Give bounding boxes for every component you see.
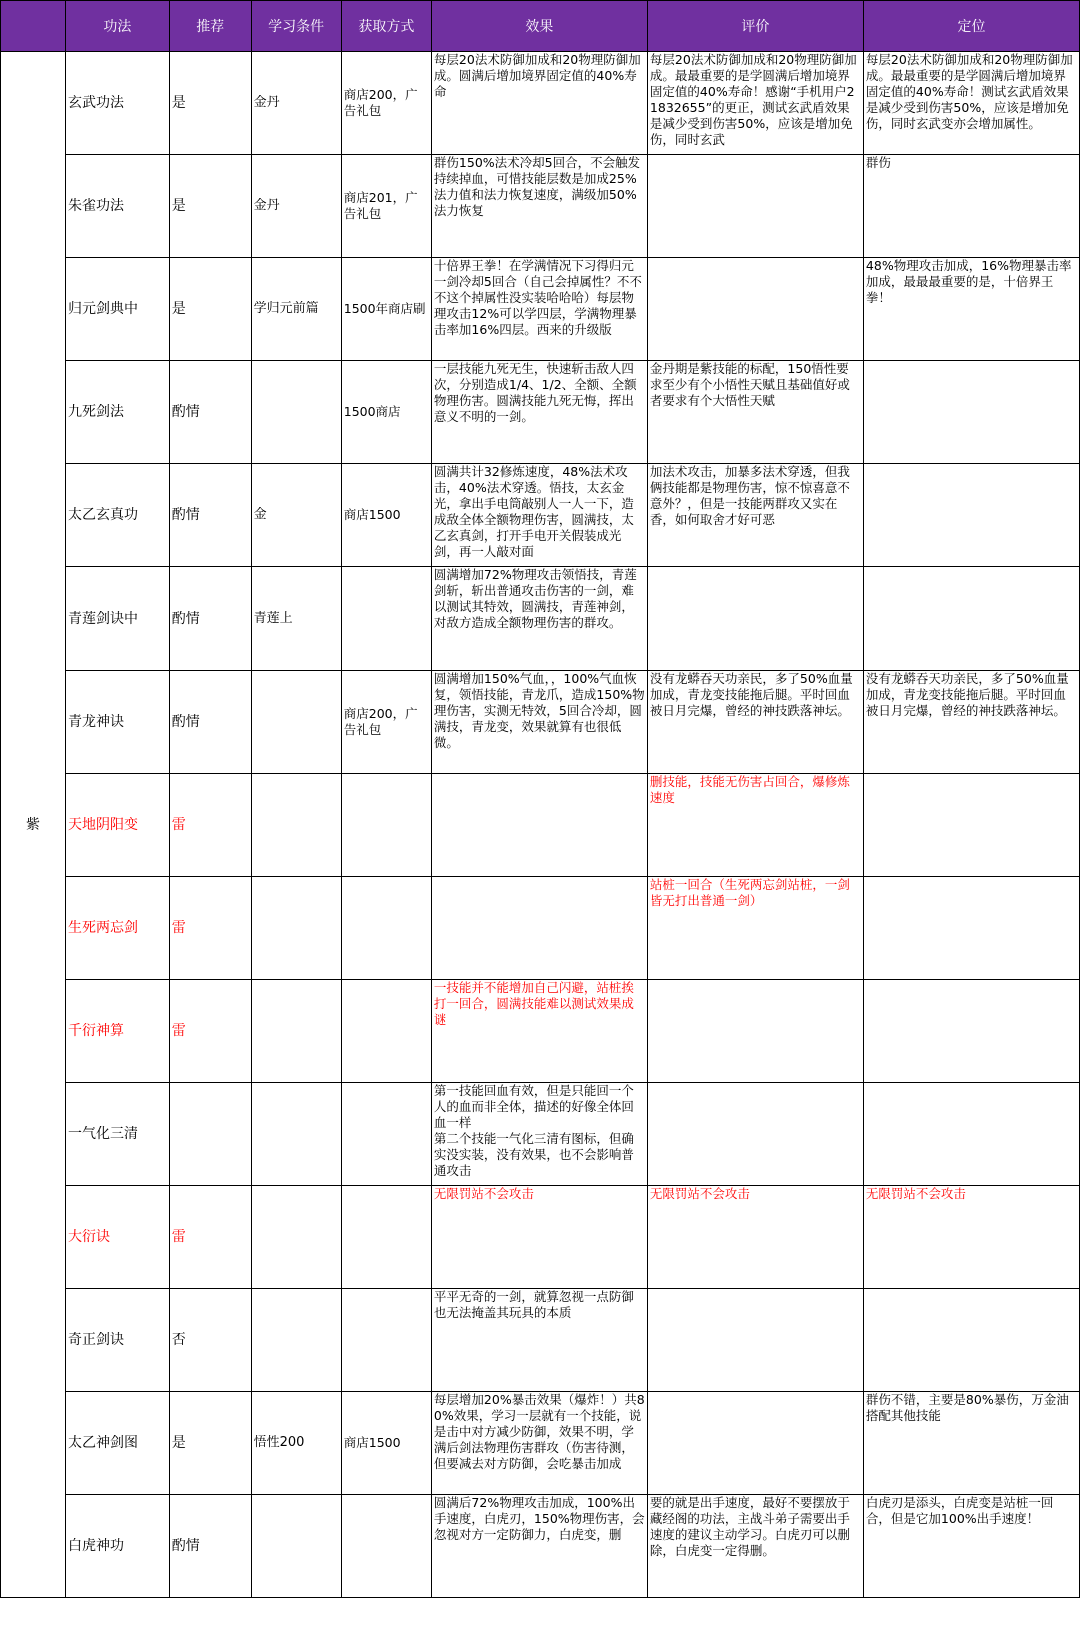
recommend-cell [169,670,251,773]
position-cell [863,1392,1079,1495]
position-cell-text: 群伤不错，主要是80%暴伤，万金油搭配其他技能 [865,1392,1069,1424]
effect-cell-text: 无限罚站不会攻击 [433,1186,534,1202]
condition-cell [251,155,341,258]
recommend-cell [169,1392,251,1495]
recommend-cell [169,876,251,979]
review-cell [647,670,863,773]
review-cell-text: 删技能，技能无伤害占回合，爆修炼速度 [649,773,850,805]
condition-cell-text: 青莲上 [253,610,293,626]
skill-name-text: 太乙神剑图 [68,1435,138,1452]
position-cell-text: 白虎刃是添头，白虎变是站桩一回合，但是它加100%出手速度！ [865,1495,1054,1527]
review-cell-text: 站桩一回合（生死两忘剑站桩，一剑皆无打出普通一剑） [649,876,850,908]
skill-name-text: 大衍诀 [68,1229,110,1246]
effect-cell [431,773,647,876]
recommend-cell [169,979,251,1082]
header-condition: 学习条件 [251,1,341,52]
review-cell [647,567,863,670]
skill-name-text: 奇正剑诀 [68,1332,124,1349]
source-cell [341,1186,431,1289]
skill-name [66,1289,170,1392]
position-cell [863,52,1079,155]
source-cell [341,567,431,670]
source-cell [341,155,431,258]
skill-name-text: 太乙玄真功 [68,507,138,524]
source-cell-text: 1500年商店刷 [343,301,426,317]
effect-cell [431,155,647,258]
recommend-cell [169,464,251,567]
recommend-cell-text: 否 [171,1332,186,1349]
review-cell [647,52,863,155]
position-cell [863,155,1079,258]
review-cell [647,258,863,361]
source-cell-text: 商店1500 [343,507,401,523]
skill-name [66,567,170,670]
position-cell [863,1082,1079,1185]
effect-cell [431,52,647,155]
source-cell [341,1289,431,1392]
recommend-cell-text: 酌情 [171,507,200,524]
skill-name [66,464,170,567]
table-row [1,1495,1080,1598]
recommend-cell-text: 酌情 [171,404,200,421]
recommend-cell [169,155,251,258]
recommend-cell [169,361,251,464]
position-cell-text: 每层20法术防御加成和20物理防御加成。最最重要的是学圆满后增加境界固定值的40%寿命！测试玄武盾效果是减少受到伤害50%，应该是增加免伤，同时玄武变亦会增加属性。 [865,52,1073,131]
review-cell [647,361,863,464]
table-row [1,52,1080,155]
effect-cell [431,361,647,464]
condition-cell [251,567,341,670]
condition-cell [251,464,341,567]
skill-name-text: 青龙神诀 [68,713,124,730]
table-row [1,876,1080,979]
effect-cell-text: 第一技能回血有效，但是只能回一个人的血而非全体，描述的好像全体回血一样 第二个技能一气化三清有图标，但确实没实装，没有效果，也不会影响普通攻击 [433,1082,634,1178]
table-row [1,361,1080,464]
effect-cell-text: 一层技能九死无生，快速斩击敌人四次，分别造成1/4、1/2、全额、全额物理伤害。圆满技能九死无悔，挥出意义不明的一剑。 [433,361,637,425]
review-cell [647,1392,863,1495]
skill-name [66,52,170,155]
review-cell [647,876,863,979]
effect-cell-text: 每层20法术防御加成和20物理防御加成。圆满后增加境界固定值的40%寿命 [433,52,641,99]
review-cell [647,1495,863,1598]
source-cell [341,361,431,464]
review-cell [647,1289,863,1392]
condition-cell [251,361,341,464]
review-cell-text: 没有龙蟒吞天功亲民，多了50%血量加成，青龙变技能拖后腿。平时回血被日月完爆，曾经的神技跌落神坛。 [649,670,853,718]
effect-cell-text: 圆满增加150%气血，，100%气血恢复，领悟技能，青龙爪，造成150%物理伤害，实测无特效，5回合冷却，圆满技，青龙变，效果就算有也很低微。 [433,670,645,750]
condition-cell [251,1495,341,1598]
position-cell [863,773,1079,876]
source-cell [341,979,431,1082]
source-cell-text: 商店1500 [343,1435,401,1451]
condition-cell [251,670,341,773]
condition-cell [251,773,341,876]
table-row [1,1186,1080,1289]
recommend-cell-text: 是 [171,1435,186,1452]
table-body [1,52,1080,1598]
position-cell-text: 没有龙蟒吞天功亲民，多了50%血量加成，青龙变技能拖后腿。平时回血被日月完爆，曾经的神技跌落神坛。 [865,670,1069,718]
review-cell-text: 要的就是出手速度，最好不要摆放于藏经阁的功法，主战斗弟子需要出手速度的建议主动学习。白虎刃可以删除，白虎变一定得删。 [649,1495,850,1559]
source-cell [341,1082,431,1185]
review-cell-text: 每层20法术防御加成和20物理防御加成。最最重要的是学圆满后增加境界固定值的40%寿命！感谢“手机用户21832655”的更正，测试玄武盾效果是减少受到伤害50%，应该是增加免伤，同时玄武 [649,52,857,147]
table-row [1,258,1080,361]
table-row [1,155,1080,258]
review-cell-text: 金丹期是紫技能的标配，150悟性要求至少有个小悟性天赋且基础值好或者要求有个大悟性天赋 [649,361,850,409]
recommend-cell-text: 是 [171,198,186,215]
recommend-cell-text: 雷 [171,1022,186,1039]
skill-name-text: 青莲剑诀中 [68,610,138,627]
table-row [1,1289,1080,1392]
source-cell-text: 1500商店 [343,404,401,420]
table-row [1,464,1080,567]
source-cell-text: 商店200，广告礼包 [343,705,418,737]
condition-cell-text: 金丹 [253,198,280,214]
effect-cell [431,1289,647,1392]
condition-cell [251,1186,341,1289]
table-row [1,979,1080,1082]
effect-cell-text: 圆满共计32修炼速度，48%法术攻击，40%法术穿透。悟技，太玄金光，拿出手电筒敲别人一人一下，造成敌全体全额物理伤害，圆满技，太乙玄真剑，打开手电开关假装成光剑，再一人敲对面 [433,464,634,560]
skill-name-text: 天地阴阳变 [68,816,138,833]
effect-cell-text: 群伤150%法术冷却5回合，不会触发持续掉血，可惜技能层数是加成25%法力值和法力恢复速度，满级加50%法力恢复 [433,155,641,219]
skill-name [66,258,170,361]
condition-cell [251,258,341,361]
condition-cell [251,979,341,1082]
position-cell [863,1495,1079,1598]
source-cell-text: 商店201，广告礼包 [343,190,418,222]
position-cell [863,1186,1079,1289]
header-source: 获取方式 [341,1,431,52]
source-cell [341,670,431,773]
review-cell [647,1082,863,1185]
source-cell [341,52,431,155]
effect-cell [431,1392,647,1495]
effect-cell [431,464,647,567]
position-cell [863,876,1079,979]
source-cell [341,1495,431,1598]
source-cell [341,773,431,876]
recommend-cell-text: 是 [171,95,186,112]
position-cell [863,670,1079,773]
position-cell [863,258,1079,361]
effect-cell [431,258,647,361]
header-grade [1,1,66,52]
header-skill: 功法 [66,1,170,52]
skill-name [66,1186,170,1289]
skill-name [66,773,170,876]
condition-cell-text: 金丹 [253,95,280,111]
recommend-cell-text: 雷 [171,1229,186,1246]
recommend-cell [169,52,251,155]
skill-name-text: 白虎神功 [68,1538,124,1555]
table-row [1,670,1080,773]
position-cell [863,1289,1079,1392]
effect-cell-text: 每层增加20%暴击效果（爆炸！）共80%效果，学习一层就有一个技能，说是击中对方减少防御，效果不明，学满后剑法物理伤害群攻（伤害待测，但要减去对方防御，会吃暴击加成 [433,1392,645,1472]
skill-name-text: 九死剑法 [68,404,124,421]
table-row [1,1082,1080,1185]
condition-cell [251,52,341,155]
source-cell [341,876,431,979]
skill-name [66,155,170,258]
effect-cell-text: 圆满后72%物理攻击加成，100%出手速度，白虎刃，150%物理伤害，会忽视对方一定防御力，白虎变，删 [433,1495,645,1543]
recommend-cell-text: 酌情 [171,610,200,627]
header-row [1,1,1080,52]
source-cell [341,464,431,567]
skill-name [66,1082,170,1185]
skill-name [66,979,170,1082]
review-cell [647,773,863,876]
effect-cell [431,876,647,979]
table-row [1,567,1080,670]
skill-name [66,1495,170,1598]
condition-cell [251,876,341,979]
effect-cell-text: 十倍界王拳！在学满情况下习得归元一剑冷却5回合（自己会掉属性？不不不这个掉属性没实装哈哈哈）每层物理攻击12%可以学四层，学满物理暴击率加16%四层。西来的升级版 [433,258,642,338]
recommend-cell [169,773,251,876]
header-position: 定位 [863,1,1079,52]
effect-cell [431,670,647,773]
review-cell [647,979,863,1082]
source-cell [341,1392,431,1495]
condition-cell [251,1392,341,1495]
header-effect: 效果 [431,1,647,52]
effect-cell [431,1495,647,1598]
effect-cell [431,979,647,1082]
skill-name [66,670,170,773]
recommend-cell [169,1495,251,1598]
table-row [1,1392,1080,1495]
effect-cell [431,1082,647,1185]
effect-cell-text: 一技能并不能增加自己闪避，站桩挨打一回合，圆满技能难以测试效果成谜 [433,979,634,1027]
skill-name [66,876,170,979]
recommend-cell-text: 是 [171,301,186,318]
position-cell-text: 群伤 [865,155,891,171]
condition-cell [251,1289,341,1392]
condition-cell-text: 金 [253,507,267,523]
source-cell-text: 商店200，广告礼包 [343,87,418,119]
skill-name-text: 一气化三清 [68,1125,138,1142]
recommend-cell [169,1082,251,1185]
review-cell-text: 无限罚站不会攻击 [649,1186,750,1202]
position-cell [863,361,1079,464]
recommend-cell [169,1289,251,1392]
header-recommend: 推荐 [169,1,251,52]
skill-name-text: 千衍神算 [68,1022,124,1039]
condition-cell [251,1082,341,1185]
skill-name [66,361,170,464]
review-cell [647,464,863,567]
review-cell [647,1186,863,1289]
review-cell-text: 加法术攻击，加暴多法术穿透，但我俩技能都是物理伤害，惊不惊喜意不意外？，但是一技能两群攻又实在香，如何取舍才好可恶 [649,464,850,528]
condition-cell-text: 悟性200 [253,1435,305,1451]
position-cell-text: 48%物理攻击加成，16%物理暴击率加成，最最最重要的是，十倍界王拳！ [865,258,1072,306]
recommend-cell-text: 酌情 [171,1538,200,1555]
effect-cell [431,1186,647,1289]
effect-cell-text: 平平无奇的一剑，就算忽视一点防御也无法掩盖其玩具的本质 [433,1289,634,1321]
position-cell [863,567,1079,670]
effect-cell [431,567,647,670]
grade-cell: 紫 [1,52,66,1598]
skill-name [66,1392,170,1495]
position-cell [863,979,1079,1082]
recommend-cell [169,1186,251,1289]
position-cell [863,464,1079,567]
position-cell-text: 无限罚站不会攻击 [865,1186,966,1202]
recommend-cell-text: 酌情 [171,713,200,730]
review-cell [647,155,863,258]
condition-cell-text: 学归元前篇 [253,301,319,317]
source-cell [341,258,431,361]
skill-name-text: 玄武功法 [68,95,124,112]
skill-name-text: 归元剑典中 [68,301,138,318]
recommend-cell-text: 雷 [171,919,186,936]
header-review: 评价 [647,1,863,52]
table-row [1,773,1080,876]
skill-name-text: 生死两忘剑 [68,919,138,936]
recommend-cell [169,567,251,670]
skill-name-text: 朱雀功法 [68,198,124,215]
recommend-cell [169,258,251,361]
effect-cell-text: 圆满增加72%物理攻击领悟技，青莲剑斩，斩出普通攻击伤害的一剑，难以测试其特效，圆满技，青莲神剑，对敌方造成全额物理伤害的群攻。 [433,567,637,631]
recommend-cell-text: 雷 [171,816,186,833]
